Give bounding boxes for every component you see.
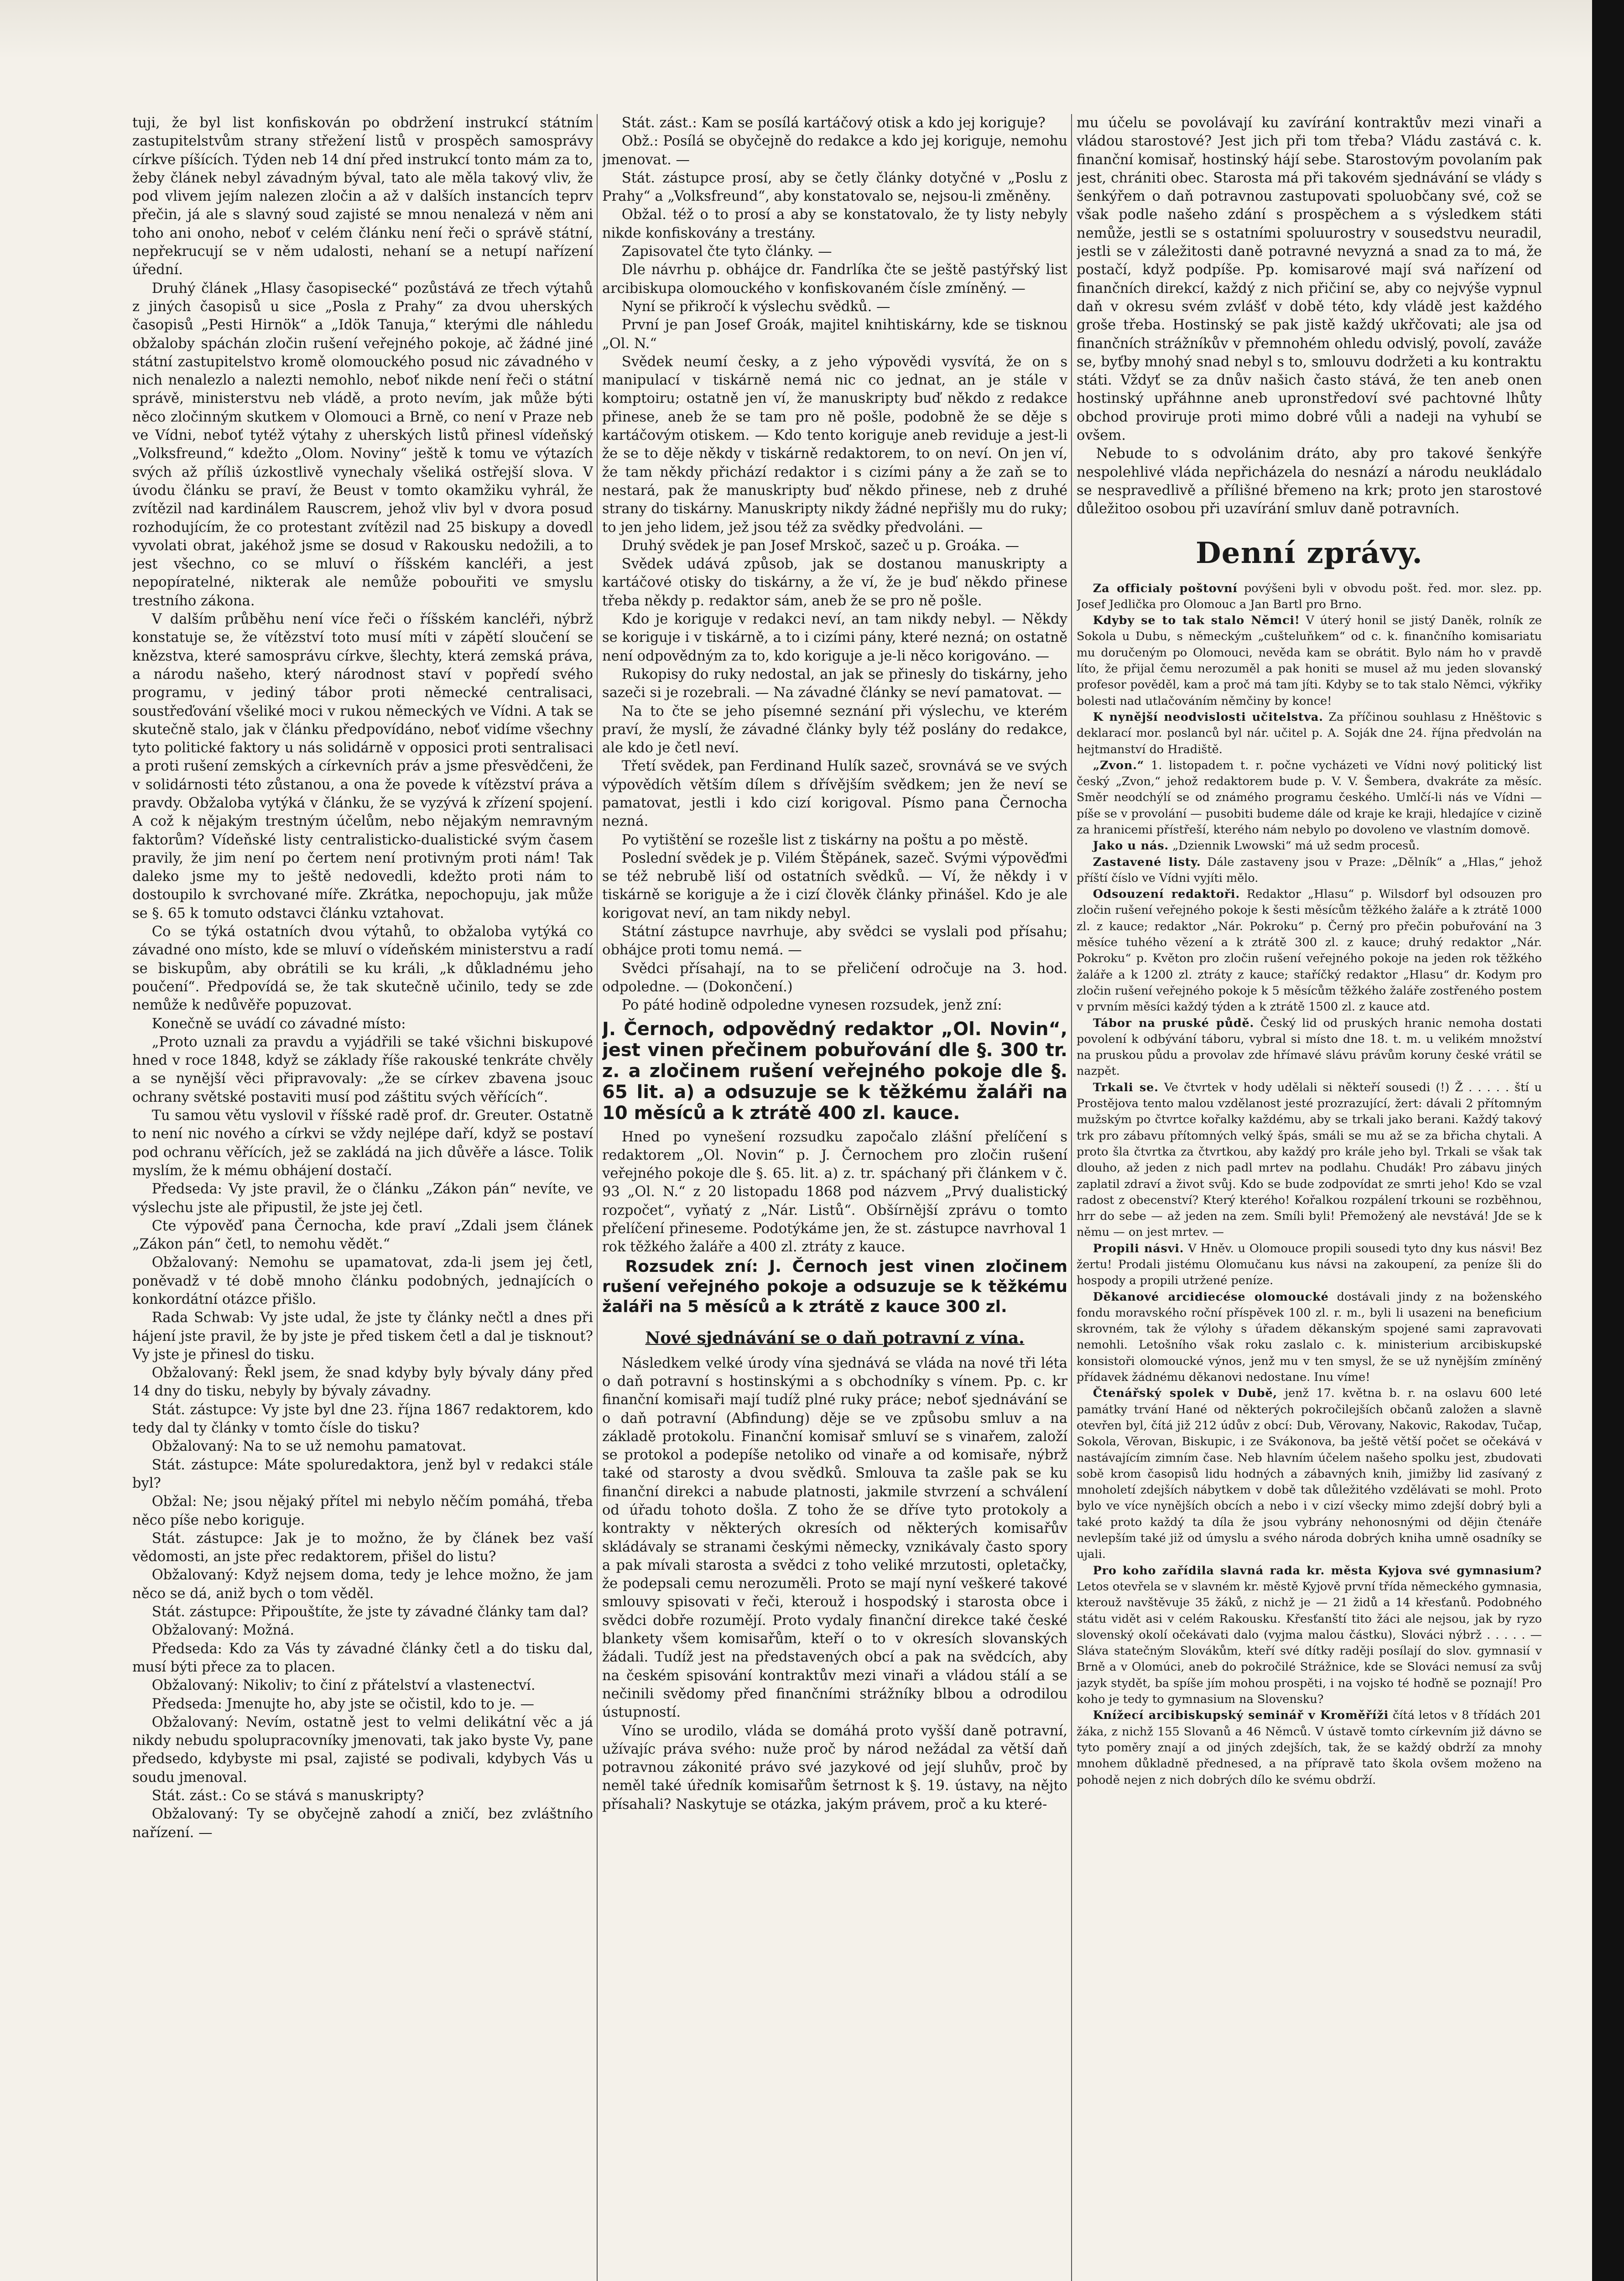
col2-para-15: Po vytištění se rozešle list z tiskárny na poštu a po městě. [621,832,1029,848]
col2-para-10: Svědek udává způsob, jak se dostanou manuskripty a kartáčové otisky do tiskárny, a že ví, že je buď někdo přinese třeba někdy p. redaktor sám, aneb že se pro ně pošle. [602,556,1067,609]
scan-right-edge [1592,0,1624,2281]
news-item: Děkanové arcidiecése olomoucké dostávali jindy z na boženského fondu moravského roční příspěvek 100 zl. r. m., byli li usazeni na beneficium skrovném, tak že výlohy s úřadem děkanským spojené sami zapravovati nemohli. Letošního však roku zaslalo c. k. ministerium arcibiskupské konsistoři olomoucké výnos, jenž mu v ten smysl, že se už nynějším zmíněný přídavek žádnému děkanovi nedostane. Inu víme! [1077,1290,1542,1385]
col2-para-13: Na to čte se jeho písemné seznání při výslechu, ve kterém praví, že myslí, že závadné články byly též poslány do redakce, ale kdo je četl neví. [602,703,1067,756]
column-rule-2 [1071,114,1072,2281]
column-3 [1077,114,1542,2281]
column-2 [602,114,1067,2281]
news-item: Tábor na pruské půdě. Český lid od pruských hranic nemoha dostati povolení k odbývání táboru, vybral si místo dne 18. t. m. u velikém množství na pruskou půdu a provolav zde hřímavé slávu právům koruny české vrátil se nazpět. [1077,1016,1542,1078]
verdict-1: J. Černoch, odpovědný redaktor „Ol. Novin“, jest vinen přečinem pobuřování dle §. 300 tr. z. a zločinem rušení veřejného pokoje dle §. 65 lit. a) a odsuzuje se k těžkému žaláři na 10 měsíců a k ztrátě 400 zl. kauce. [602,1018,1067,1124]
col2-para-12: Rukopisy do ruky nedostal, an jak se přinesly do tiskárny, jeho sazeči si je rozebrali. — Na závadné články se neví pamatovat. — [602,666,1067,701]
col1-para-2: V dalším průběhu není více řeči o říšském kancléři, nýbrž konstatuje se, že vítězství toto musí míti v zápětí sloučení se knězstva, které samosprávu církve, šlechty, která zemská práva, a národu našeho, který národnost staví v popředí svého programu, v jediný tábor proti německé centralisaci, soustřeďování všeliké moci v rukou německých ve Vídni. A tak se skutečně stalo, jak v článku předpovídáno, neboť vidíme všechny tyto politické faktory u nás solidárně v opposici proti sentralisaci a proti rušení zemských a církevních práv a jsme přesvědčeni, že v solidárnosti této zůstanou, a ona že povede k vítězství práva a pravdy. Obžaloba vytýká v článku, že se vyzývá k zřízení spojení. A což k nějakým trestným účelům, nebo nějakým nemravným faktorům? Vídeňské listy centralisticko-dualistické svým časem pravily, že jim není po čertem není protivným proti nám! Tak daleko jsme my to ještě nedovedli, kdežto proti nám to dostoupilo k svrchované míře. Zkrátka, nepochopuju, jak může se §. 65 k tomuto odstavci článku vztahovat. [132,611,593,922]
col1-para-15: Obžal: Ne; jsou nějaký přítel mi nebylo něčím pomáhá, třeba něco píše nebo koriguje. [132,1494,593,1528]
col2-para-2: Stát. zástupce prosí, aby se četly články dotyčné v „Poslu z Prahy“ a „Volksfreund“, aby konstatovalo se, nejsou-li změněny. [602,170,1067,205]
article-heading-wine-tax: Nové sjednávání se o daň potravní z vína. [645,1328,1025,1348]
col2-para-18: Svědci přísahají, na to se přeličení odročuje na 3. hod. odpoledne. — (Dokončení.) [602,960,1067,995]
col2-para-1: Obž.: Posílá se obyčejně do redakce a kdo jej koriguje, nemohu jmenovat. — [602,133,1067,168]
news-item: Jako u nás. „Dziennik Lwowski“ má už sedm procesů. [1093,839,1420,853]
news-item: Odsouzení redaktoři. Redaktor „Hlasu“ p. Wilsdorf byl odsouzen pro zločin rušení veřejného pokoje k šesti měsícům těžkého žaláře a k ztrátě 1000 zl. z kauce; redaktor „Nár. Pokroku“ p. Černý pro přečin pobuřování na 3 měsíce tuhého vězení a k ztrátě 300 zl. z kauce; druhý redaktor „Nár. Pokroku“ p. Květon pro zločin rušení veřejného pokoje na jeden rok těžkého žaláře a k 1200 zl. ztráty z kauce; staříčký redaktor „Hlasu“ dr. Kodym pro zločin rušení veřejného pokoje k 5 měsícům těžkého žaláře zostřeného postem v prvním měsíci každý týden a k ztrátě 1500 zl. z kauce atd. [1077,887,1542,1014]
col1-para-6: Tu samou větu vyslovil v říšské radě prof. dr. Greuter. Ostatně to není nic nového a církvi se vždy nejlépe daří, když se postaví pod ochranu věřících, jež se zakládá na jich důvěře a lásce. Tolik myslím, že k mému obhájení dostačí. [132,1108,593,1179]
col1-para-10: Rada Schwab: Vy jste udal, že jste ty články nečtl a dnes při hájení jste pravil, že by jste je před tiskem četl a dal je tisknout? Vy jste je přinesl do tisku. [132,1310,593,1363]
column-1 [132,114,593,2281]
col2-para-25: Víno se urodilo, vláda se domáhá proto vyšší daně potravní, užívajíc práva svého: nuže proč by národ nežádal za větší daň potravnou zákonité právo své jazykové od její sluhův, proč by neměl také úředník komisařům šetrnost k §. 19. ústavy, na nějto přísahali? Naskytuje se otázka, jakým právem, proč a ku které- [602,1723,1067,1812]
col2-para-21: Hned po vynešení rozsudku započalo zlášní přelíčení s redaktorem „Ol. Novin“ p. J. Černochem pro zločin rušení veřejného pokoje dle §. 65. lit. a) z. tr. spáchaný při článkem v č. 93 „Ol. N.“ z 20 listopadu 1868 pod názvem „Prvý dualistický rozpočet“, vyňatý z „Nár. Listů“. Obšírnější zprávu o tomto přelíčení přineseme. Podotýkáme jen, že st. zástupce navrhoval 1 rok těžkého žaláře a 400 zl. ztráty z kauce. [602,1129,1067,1255]
col2-para-16: Poslední svědek je p. Vilém Štěpánek, sazeč. Svými výpověďmi se též nebrubě liší od ostatních svědků. — Ví, že někdy i v tiskárně se koriguje a že i cizí člověk články přinášel. Kdo je ale korigovat neví, an tam nikdy nebyl. [602,850,1067,922]
col1-para-1: Druhý článek „Hlasy časopisecké“ pozůstává ze třech výtahů z jiných časopisů u sice „Posla z Prahy“ za dvou uherských časopisů „Pesti Hirnök“ a „Idök Tanuja,“ kterými dle náhledu obžaloby spáchán zločin rušení veřejného pokoje, ač žádné jiné státní zastupitelstvo kromě olomouckého posud nic závadného v nich nenalezlo a nalezti nemohlo, neboť nikde není řeči o státní správě, ministerstvu neb vládě, a proto nevím, jak může býti něco zločinným skutkem v Olomouci a Brně, co není v Praze neb ve Vídni, neboť tytéž výtahy z uherských listů přinesl vídeňský „Volksfreund,“ kdežto „Olom. Noviny“ ještě k tomu ve výtazích svých až příliš úzkostlivě vynechaly všeliká ostřejší slova. V úvodu článku se praví, že Beust v tomto okamžiku vyhrál, že zvítězil nad kardinálem Rauscrem, jehož vliv byl v dvora posud rozhodujícím, že co protestant zvítězil nad 25 biskupy a dovedl vyvolati obrat, jakéhož jsme se dosud v Rakousku nedožili, a to jest všechno, co se mluví o říšském kancléři, a jest nepopíratelné, nikterak ale nemůže pobouřiti ve smyslu trestního zákona. [132,280,593,609]
news-item: „Zvon.“ 1. listopadem t. r. počne vycházeti ve Vídni nový politický list český „Zvon,“ jehož redaktorem bude p. V. V. Šembera, dvakráte za měsíc. Směr neodchýlí se od známého programu českého. Umlčí-li nás ve Vídni — píše se v provolání — pusobiti budeme dále od kraje ke kraji, hledajíce v cizině za hranicemi přístřeší, kterého nám nebylo po dovoleno ve vlastním domově. [1077,758,1542,837]
col1-para-25: Obžalovaný: Ty se obyčejně zahodí a zničí, bez zvláštního nařízení. — [132,1806,593,1841]
col1-para-19: Obžalovaný: Možná. [151,1622,295,1639]
col1-para-4: Konečně se uvádí co závadné místo: [151,1016,406,1032]
col2-para-0: Stát. zást.: Kam se posílá kartáčový otisk a kdo jej koriguje? [621,115,1046,131]
col2-para-5: Dle návrhu p. obhájce dr. Fandrlíka čte se ještě pastýřský list arcibiskupa olomouckého v konfiskovaném čísle zmíněný. — [602,262,1067,297]
col1-para-0: tuji, že byl list konfiskován po obdržení instrukcí státním zastupitelstvům strany střežení listů v prospěch samosprávy církve píšících. Týden neb 14 dní před instrukcí tonto mám za to, žeby článek nebyl závadným býval, tato ale měla takový vliv, že pod vlivem jejím nalezen zločin a až v dalších instancích teprv přečin, já ale s slavný soud zajisté se mnou nenalezá v něm ani toho ani onoho, neboť v celém článku není řeči o správě státní, nepřekrucují se v něm udalosti, nehaní se a netupí nařízení úřední. [132,115,593,278]
news-item: Pro koho zařídila slavná rada kr. města Kyjova své gymnasium? Letos otevřela se v slavném kr. městě Kyjově první třída německého gymnasia, kterouž navštěvuje 35 žáků, z nichž je — 21 židů a 14 křesťanů. Podobného státu vidět asi v celém Rakousku. Křesťanští tito žáci ale nejsou, jak by ryzo slovenský okolí očekávati dalo (vyjma malou částku), Slováci nýbrž . . . . . — Sláva statečným Slovákům, kteří své dítky raději posílají do slov. gymnasií v Brně a v Olomúci, aneb do pokročilé Strážnice, kde se Slováci nemusí za svůj jazyk stydět, ba spíše jím mohou prospěti, i na vojsko té hoďně se poznají! Pro koho je tedy to gymnasium na Slovensku? [1077,1563,1542,1707]
col2-para-3: Obžal. též o to prosí a aby se konstatovalo, že ty listy nebyly nikde konfiskovány a trestány. [602,207,1067,241]
col2-para-6: Nyní se přikročí k výslechu svědků. — [621,298,890,315]
col3-para-1: Nebude to s odvolánim dráto, aby pro takové šenkýře nespolehlivé vláda nepřicházela do nesnází a národu neukládalo se nespravedlivě a přílišné břemeno na krk; proto jen starostové důležitoo osobou při uzavírání smluv daně potravních. [1077,446,1542,517]
col1-para-18: Stát. zástupce: Připouštíte, že jste ty závadné články tam dal? [151,1604,588,1620]
news-list [1077,581,1542,1788]
col1-para-9: Obžalovaný: Nemohu se upamatovat, zda-li jsem jej četl, poněvadž v té době mnoho článku podobných, jednajících o konkordátní otázce přišlo. [132,1255,593,1307]
col1-para-13: Obžalovaný: Na to se už nemohu pamatovat. [151,1438,467,1455]
news-item: Kdyby se to tak stalo Němci! V úterý honil se jistý Daněk, rolník ze Sokola u Dubu, s německým „cušteluňkem“ od c. k. finančního komisariatu mu doručeným po Olomouci, nevěda kam se obrátit. Bylo nám ho v pravdě líto, že přijal čemu nerozuměl a pak honiti se musel až mu jeden slovanský profesor pověděl, kam a proč má tam jíti. Kdyby se to tak stalo Němci, výkřiky bolesti nad utlačováním němčiny by konce! [1077,614,1542,708]
section-heading-denni-zpravy: Denní zprávy. [1195,536,1423,570]
news-item: Za officialy poštovní povýšeni byli v obvodu pošt. řed. mor. slez. pp. Josef Jedlička pro Olomouc a Jan Bartl pro Brno. [1077,581,1542,611]
col1-para-12: Stát. zástupce: Vy jste byl dne 23. října 1867 redaktorem, kdo tedy dal ty články v tomto čísle do tisku? [132,1401,593,1437]
col2-para-9: Druhý svědek je pan Josef Mrskoč, sazeč u p. Groáka. — [621,537,1019,554]
column-rule-1 [597,114,598,2281]
page-top-shading [0,0,1624,59]
col1-para-11: Obžalovaný: Řekl jsem, že snad kdyby byly bývaly dány před 14 dny do tisku, nebyly by bývaly závadny. [132,1365,593,1400]
col2-para-17: Státní zástupce navrhuje, aby svědci se vyslali pod přísahu; obhájce proti tomu nemá. — [602,924,1067,958]
col3-para-0: mu účelu se povolávají ku zavírání kontraktův mezi vinaři a vládou starostové? Jest jich při tom třeba? Vládu zastává c. k. finanční komisař, hostinský hájí sebe. Starostovým povolaním pak jest, chrániti obec. Starosta má při takovém sjednávání se vlády s šenkýřem o daň potravnou zastupovati spoluobčany své, což se však podle našeho zdání s prospěchem a s výsledkem státi nemůže, jestli se s ostatními spoluurostry v sousedstvu neuradil, jestli se v záležitosti daně potravné nevyzná a snad za to má, že postačí, když podpíše. Pp. komisarové mají svá nařízení od finančních direkcí, každý z nich přičiní se, aby co nejvýše vypnul daň v okresu svém zvlášť v době této, kdy vládě jest každého groše třeba. Hostinský se pak jistě každý ukřčovati; ale jsa od finančních strážníkův v přemnohém ohledu odvislý, povolí, zaváže se, byťby mnohý snad nebyl s to, smlouvu dodržeti a ku kontraktu státi. Vždyť se za dnův našich často stává, že ten aneb onen hostinský upřáhnne aneb upronstředoví své pachtovné lhůty obchod proviruje proti mimo dobré vůli a nadeji na vyhubí se ovšem. [1077,115,1542,444]
col2-para-8: Svědek neumí česky, a z jeho výpovědi vysvítá, že on s manipulací v tiskárně nemá nic co jednat, an je stále v komptoiru; ostatně jen ví, že manuskripty buď někdo z redakce přinese, aneb že se tam pro ně pošle, podobně že se děje s kartáčovým otiskem. — Kdo tento koriguje aneb reviduje a jest-li že se to děje někdy v tiskárně redaktorem, to on neví. On jen ví, že tam někdy přichází redaktor i s cizími pány a že zaň se to nestará, pak že manuskripty buď někdo přinese, neb z druhé strany do tiskárny. Manuskripty nikdy žádné nepřišly mu do ruky; to jen jeho lidem, jež jsou též za svědky předvoláni. — [602,354,1067,536]
col1-para-5: „Proto uznali za pravdu a vyjádřili se také všichni biskupové hned v roce 1848, když se základy říše rakouské tenkráte chvěly a se nynější věci připravovaly: „že se církev zbavena jsouc ochrany světské postaviti musí pod záštitu svých věřících“. [132,1034,593,1105]
col1-para-23: Obžalovaný: Nevím, ostatně jest to velmi delikátní věc a já nikdy nebudu spolupracovníky jmenovati, tak jako byste Vy, pane předsedo, kdybyste mi psal, zajisté se podivali, kdybych Vás u soudu jmenoval. [132,1714,593,1786]
news-item: K nynější neodvislosti učitelstva. Za příčinou souhlasu z Hněštovic s deklarací mor. poslanců byl nár. učitel p. A. Soják dne 24. října předvolán na hejtmanství do Hradiště. [1077,710,1542,756]
col1-para-21: Obžalovaný: Nikoliv; to činí z přátelství a vlastenectví. [151,1677,536,1694]
col1-para-22: Předseda: Jmenujte ho, aby jste se očistil, kdo to je. — [151,1696,535,1712]
col1-para-20: Předseda: Kdo za Vás ty závadné články četl a do tisku dal, musí býti přece za to placen. [132,1640,593,1675]
news-item: Propili násvi. V Hněv. u Olomouce propili sousedi tyto dny kus násvi! Bez žertu! Prodali jistému Olomučanu kus návsi na zakoupení, za peníze šli do hospody a propili utržené peníze. [1077,1241,1542,1288]
news-item: Trkali se. Ve čtvrtek v hody udělali si někteří sousedi (!) Ž . . . . . ští u Prostějova tento malou vzdělanost jesté prozrazující, žert: dávali 2 přítomným mužským po čtvrtce kořalky každému, aby se trkali jako berani. Každý takový trk pro zábavu přítomných velký špás, smáli se mu až se za břicha chytali. A proto šla čtvrtka za čtvrtkou, aby každý pro krále jeho byl. Trkali se však tak dlouho, až jeden z nich padl mrtev na podlahu. Chudák! Pro zábavu jiných zaplatil zdraví a život svůj. Kdo se bude zodpovídat ze smrti jeho! Kdo se vzal radost z obecenství? Který kterého! Kořalkou rozpálení trkouni se rozběhnou, hrr do sebe — až jeden na zem. Smíli byli! Přemožený ale nevstává! Jde se k němu — on jest mrtev. — [1077,1080,1542,1239]
col1-para-17: Obžalovaný: Když nejsem doma, tedy je lehce možno, že jam něco se dá, aniž bych o tom věděl. [132,1567,593,1602]
col2-para-24: Následkem velké úrody vína sjednává se vláda na nové tři léta o daň potravní s hostinskými a s obchodníky s vínem. Pp. c. kr finanční komisaři mají tudíž plné ruky práce; neboť sjednávání se o daň potravní (Abfindung) děje se ve způsobu smluv a na základě protokolu. Finanční komisař smluví se s vinařem, založí se protokol a podepíše netoliko od vinaře a od komisaře, nýbrž také od starosty a dvou svědků. Smlouva ta zašle pak se ku finanční direkci a nabude platnosti, jakmile stvrzení a schválení od úřadu tohoto došla. Z toho že se dříve tyto protokoly a kontrakty v některých okresích od některých komisařův skládávaly se stranami českými německy, vznikávaly často spory a pak mívali starosta a svědci z toho veliké mrzutosti, opletačky, že podepsali cemu nerozuměli. Proto se mají nyní veškeré takové smlouvy spisovati v řeči, kterouž i hospodský i starosta obce i svědci dobře rozumějí. Proto vydaly finanční direkce také české blankety všem komisařům, kteří o to v okresích slovanských žádali. Tudíž jest na představených obcí a pak na svědcích, aby na českém spisování kontraktův mezi vinaři a vládou stálí a se nečinili svědomy před finančními strážníky blbou a odrodilou ústupností. [602,1355,1067,1721]
col1-para-3: Co se týká ostatních dvou výtahů, to obžaloba vytýká co závadné ono místo, kde se mluví o vídeňském ministerstvu a radí se biskupům, aby obrátili se ku králi, „k důkladnému jeho poučení“. Předpovídá se, že tak skutečně učinilo, tedy se zde nemůže k nedůvěře popuzovat. [132,924,593,1014]
col1-para-14: Stát. zástupce: Máte spoluredaktora, jenž byl v redakci stále byl? [132,1457,593,1491]
col1-para-7: Předseda: Vy jste pravil, že o článku „Zákon pán“ nevíte, ve výslechu jste ale připustil, že jste jej četl. [132,1181,593,1216]
col2-para-11: Kdo je koriguje v redakci neví, an tam nikdy nebyl. — Někdy se koriguje i v tiskárně, a to i cizími pány, které nezná; on ostatně není odpovědným za to, kdo koriguje a je-li něco korigováno. — [602,611,1067,664]
col2-para-14: Třetí svědek, pan Ferdinand Hulík sazeč, srovnává se ve svých výpovědích větším dílem s dřívějším svědkem; jen že neví se pamatovat, jestli i kdo cizí korigoval. Písmo pana Černocha nezná. [602,758,1067,830]
col2-para-19: Po páté hodině odpoledne vynesen rozsudek, jenž zní: [621,997,1002,1014]
news-item: Knížecí arcibiskupský seminář v Kroměříži čítá letos v 8 třídách 201 žáka, z nichž 155 Slovanů a 46 Němců. V ústavě tomto církevním již dávno se tyto poměry znají a od jiných zdejších, tak, že se každý obdrží za mnohy mnohem důkladně přednesed, a na přípravě tato škola ovšem moženo na pohodě nejen z nich dobrých dílo ke svému obdrží. [1077,1708,1542,1787]
col1-para-16: Stát. zástupce: Jak je to možno, že by článek bez vaší vědomosti, an jste přec redaktorem, přišel do listu? [132,1530,593,1565]
col2-para-4: Zapisovatel čte tyto články. — [621,244,832,260]
news-item: Čtenářský spolek v Dubě, jenž 17. května b. r. na oslavu 600 leté památky trvání Hané od některých pokročilejších občanů založen a slavně otevřen byl, čítá již 212 údův z obcí: Dub, Věrovany, Nakovic, Rakodav, Tučap, Sokola, Věrovan, Biskupic, i ze Svákonova, ba ještě větší počet se očekává v nastávajícím zimním čase. Neb hlavním účelem našeho spolku jest, zbudovati sobě krom časopisů lidu hodných a zábavných knih, jimižby lid zasívaný z mnoholetí zdejších nábytkem v době tak důležitého vzdělávati se mohl. Proto bylo ve více nynějších obcích a nebo i v cizí všecky mimo zdejší dobrý byli a také proto každý ta díla že jsou vybrány nehonosnými od dějin čtenáře nevlepším také již od úmyslu a svého národa dobrých kniha umně osadníky se ujali. [1077,1386,1542,1562]
col2-para-7: První je pan Josef Groák, majitel knihtiskárny, kde se tisknou „Ol. N.“ [602,317,1067,352]
col1-para-24: Stát. zást.: Co se stává s manuskripty? [151,1788,424,1804]
news-item: Zastavené listy. Dále zastaveny jsou v Praze: „Dělník“ a „Hlas,“ jehož příští číslo ve Vídni vyjíti mělo. [1077,855,1542,885]
col1-para-8: Cte výpověď pana Černocha, kde praví „Zdali jsem článek „Zákon pán“ četl, to nemohu vědět.“ [132,1218,593,1253]
verdict-2: Rozsudek zní: J. Černoch jest vinen zločinem rušení veřejného pokoje a odsuzuje se k těžkému žaláři na 5 měsíců a k ztrátě z kauce 300 zl. [602,1257,1067,1316]
